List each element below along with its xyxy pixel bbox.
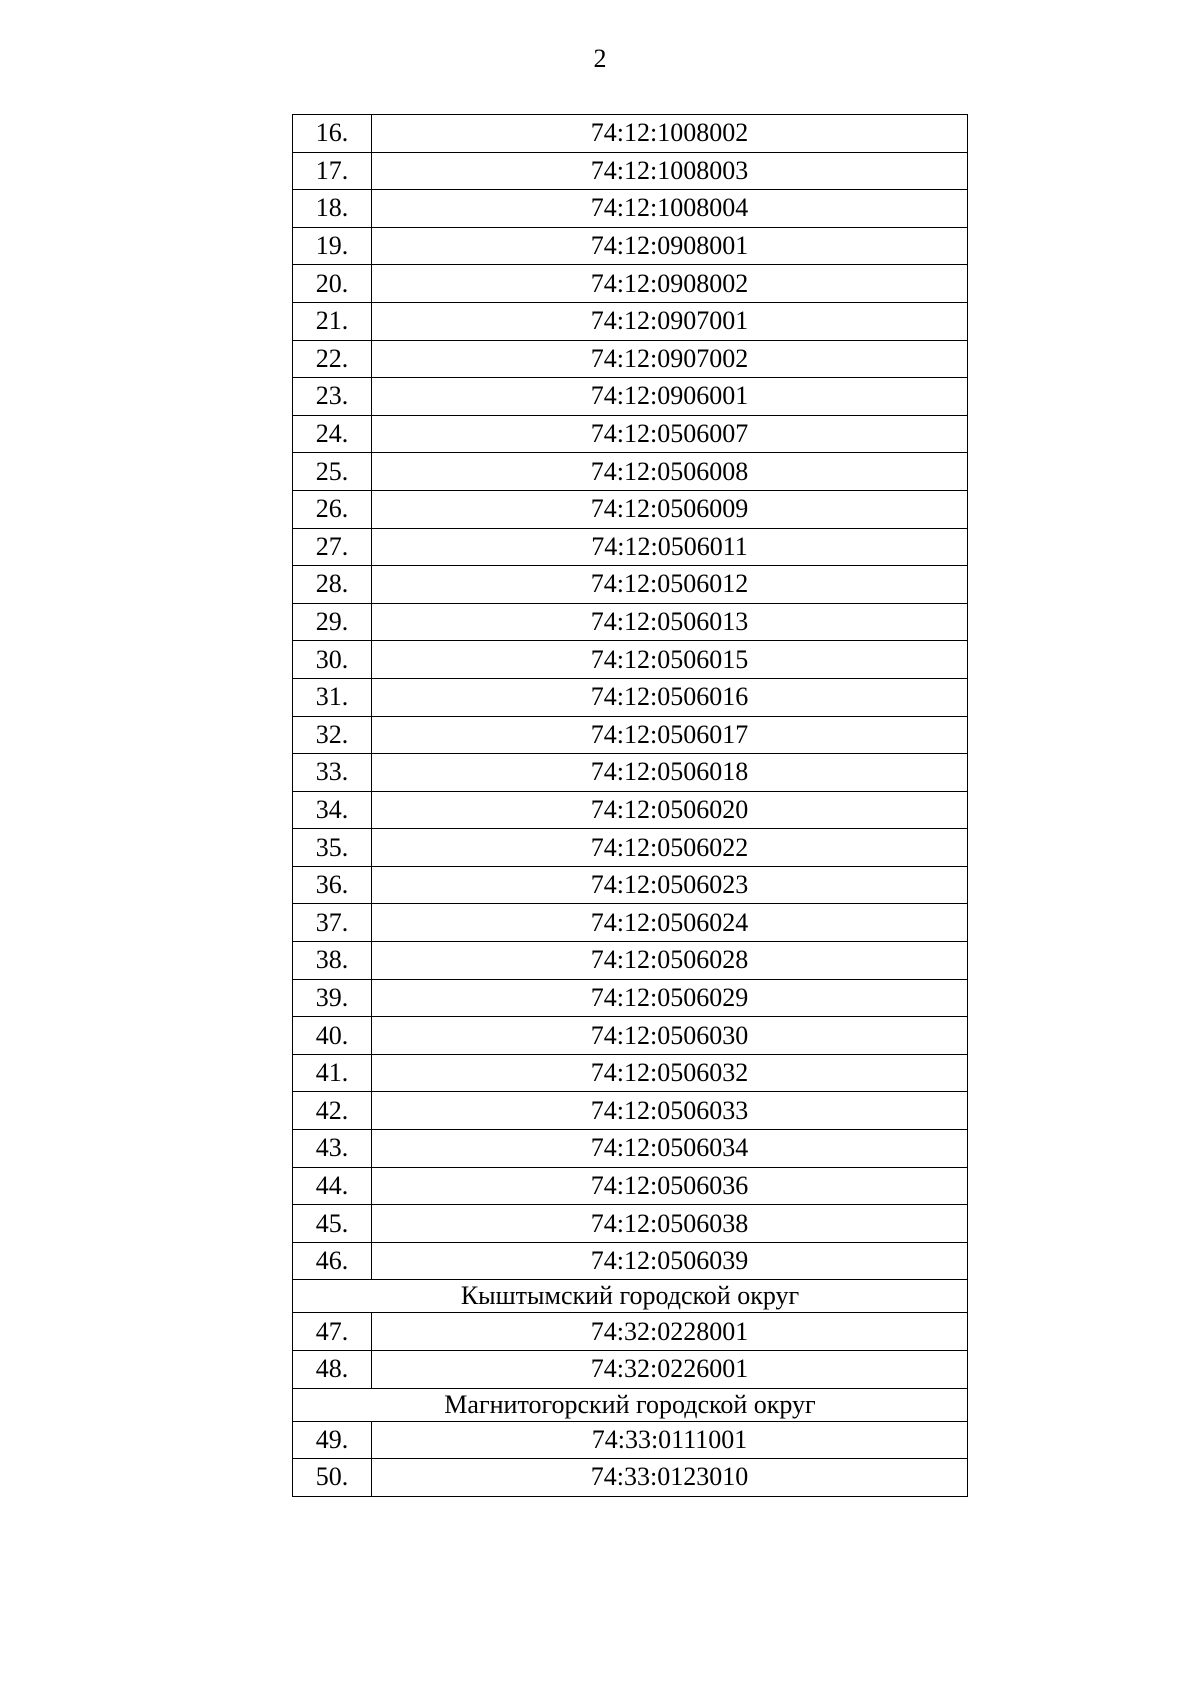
cadastral-code: 74:12:0506038 [372,1205,968,1243]
row-number: 35. [293,829,372,867]
cadastral-code: 74:12:0908001 [372,227,968,265]
row-number: 40. [293,1017,372,1055]
row-number: 42. [293,1092,372,1130]
cadastral-code: 74:12:0908002 [372,265,968,303]
row-number: 36. [293,866,372,904]
table-row [293,528,968,566]
cadastral-code: 74:12:0506039 [372,1242,968,1280]
row-number: 22. [293,340,372,378]
cadastral-code: 74:12:0506032 [372,1054,968,1092]
row-number: 44. [293,1167,372,1205]
cadastral-code: 74:12:0907002 [372,340,968,378]
row-number: 27. [293,528,372,566]
cadastral-code: 74:33:0111001 [372,1421,968,1459]
row-number: 48. [293,1351,372,1389]
cadastral-code: 74:12:1008002 [372,115,968,153]
table-row [293,302,968,340]
section-title: Магнитогорский городской округ [293,1388,968,1421]
table-row [293,190,968,228]
cadastral-code: 74:12:0506023 [372,866,968,904]
cadastral-code: 74:12:0506034 [372,1130,968,1168]
cadastral-code: 74:12:1008004 [372,190,968,228]
cadastral-code: 74:12:0506020 [372,791,968,829]
row-number: 38. [293,942,372,980]
cadastral-code: 74:12:0506017 [372,716,968,754]
row-number: 32. [293,716,372,754]
cadastral-code: 74:12:0906001 [372,378,968,416]
table-row [293,566,968,604]
cadastral-code: 74:12:0506013 [372,603,968,641]
row-number: 34. [293,791,372,829]
row-number: 26. [293,490,372,528]
cadastral-code: 74:12:0506029 [372,979,968,1017]
table-row [293,716,968,754]
table-row [293,1167,968,1205]
row-number: 47. [293,1313,372,1351]
section-row [293,1280,968,1313]
table-row [293,453,968,491]
row-number: 39. [293,979,372,1017]
row-number: 20. [293,265,372,303]
cadastral-code: 74:12:0506018 [372,754,968,792]
row-number: 23. [293,378,372,416]
row-number: 43. [293,1130,372,1168]
cadastral-code: 74:12:0506008 [372,453,968,491]
table-row [293,1242,968,1280]
row-number: 18. [293,190,372,228]
table-row [293,1054,968,1092]
cadastral-code: 74:12:0506009 [372,490,968,528]
table-row [293,415,968,453]
cadastral-code: 74:12:0506016 [372,678,968,716]
cadastral-code: 74:12:0506033 [372,1092,968,1130]
cadastral-code: 74:12:0506015 [372,641,968,679]
row-number: 17. [293,152,372,190]
table-row [293,754,968,792]
table-row [293,1130,968,1168]
section-row [293,1388,968,1421]
cadastral-code: 74:12:1008003 [372,152,968,190]
table-row [293,641,968,679]
table-body [293,115,968,1497]
row-number: 24. [293,415,372,453]
page-number: 2 [593,44,607,73]
table-row [293,265,968,303]
table-row [293,1092,968,1130]
cadastral-code: 74:12:0506007 [372,415,968,453]
row-number: 46. [293,1242,372,1280]
row-number: 29. [293,603,372,641]
table-row [293,866,968,904]
cadastral-code: 74:12:0506028 [372,942,968,980]
table-row [293,603,968,641]
row-number: 25. [293,453,372,491]
row-number: 21. [293,302,372,340]
row-number: 33. [293,754,372,792]
table-row [293,942,968,980]
table-row [293,791,968,829]
cadastral-code: 74:12:0506012 [372,566,968,604]
cadastral-code: 74:12:0506030 [372,1017,968,1055]
row-number: 45. [293,1205,372,1243]
cadastral-code: 74:12:0506022 [372,829,968,867]
table-row [293,378,968,416]
table-row [293,829,968,867]
row-number: 28. [293,566,372,604]
table-row [293,1205,968,1243]
table-row [293,979,968,1017]
table-row [293,1017,968,1055]
cadastral-code: 74:12:0506036 [372,1167,968,1205]
cadastral-code: 74:12:0907001 [372,302,968,340]
table-row [293,115,968,153]
table-row [293,490,968,528]
table-row [293,904,968,942]
table-row [293,1421,968,1459]
cadastral-code: 74:32:0228001 [372,1313,968,1351]
row-number: 50. [293,1459,372,1497]
table-row [293,227,968,265]
cadastral-code: 74:12:0506024 [372,904,968,942]
row-number: 49. [293,1421,372,1459]
table-row [293,340,968,378]
row-number: 31. [293,678,372,716]
cadastral-code: 74:32:0226001 [372,1351,968,1389]
table-row [293,678,968,716]
table-row [293,1313,968,1351]
cadastral-table [292,114,968,1497]
table-row [293,1459,968,1497]
table-row [293,152,968,190]
row-number: 30. [293,641,372,679]
table-row [293,1351,968,1389]
cadastral-code: 74:33:0123010 [372,1459,968,1497]
section-title: Кыштымский городской округ [293,1280,968,1313]
row-number: 19. [293,227,372,265]
cadastral-code: 74:12:0506011 [372,528,968,566]
row-number: 41. [293,1054,372,1092]
row-number: 16. [293,115,372,153]
row-number: 37. [293,904,372,942]
